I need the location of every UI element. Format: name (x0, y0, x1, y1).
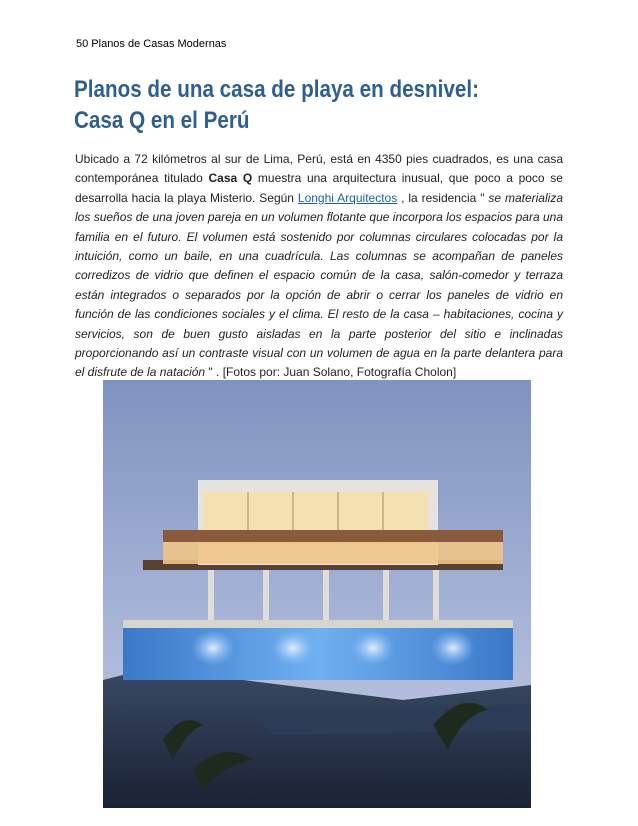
body-text-2: muestra una arquitectura inusual, que poco a poco se desarrolla hacia la playa Misterio. Según (75, 171, 563, 205)
article-title: Planos de una casa de playa en desnivel: Casa Q en el Perú (74, 76, 479, 134)
photo-credit: " . [Fotos por: Juan Solano, Fotografía Cholon] (205, 365, 457, 380)
house-name: Casa Q (208, 171, 253, 186)
architects-link[interactable]: Longhi Arquitectos (297, 190, 398, 205)
architect-quote: se materializa los sueños de una joven pareja en un volumen flotante que incorpora los espacios para una familia en el futuro. El volumen está sostenido por columnas circulares colocadas por la intuición, como un baile, en una cuadrícula. Las columnas se acompañan de paneles corredizos de vidrio que definen el espacio común de la casa, salón-comedor y terraza están integrados o separados por la opción de abrir o cerrar los paneles de vidrio en función de las condiciones sociales y el clima. El resto de la casa – habitaciones, cocina y servicios, son de buen gusto aisladas en la parte posterior del sitio e inclinadas proporcionando así un contraste visual con un volumen de agua en la parte delantera para el disfrute de la natación (75, 190, 563, 380)
article-body (75, 150, 563, 383)
house-photo (103, 380, 531, 808)
body-text-1: Ubicado a 72 kilómetros al sur de Lima, Perú, está en 4350 pies cuadrados, es una casa contemporánea titulado (75, 152, 563, 186)
body-text-3: , la residencia " (397, 190, 489, 205)
page-header: 50 Planos de Casas Modernas (76, 38, 227, 50)
beach-house-image (103, 380, 531, 808)
